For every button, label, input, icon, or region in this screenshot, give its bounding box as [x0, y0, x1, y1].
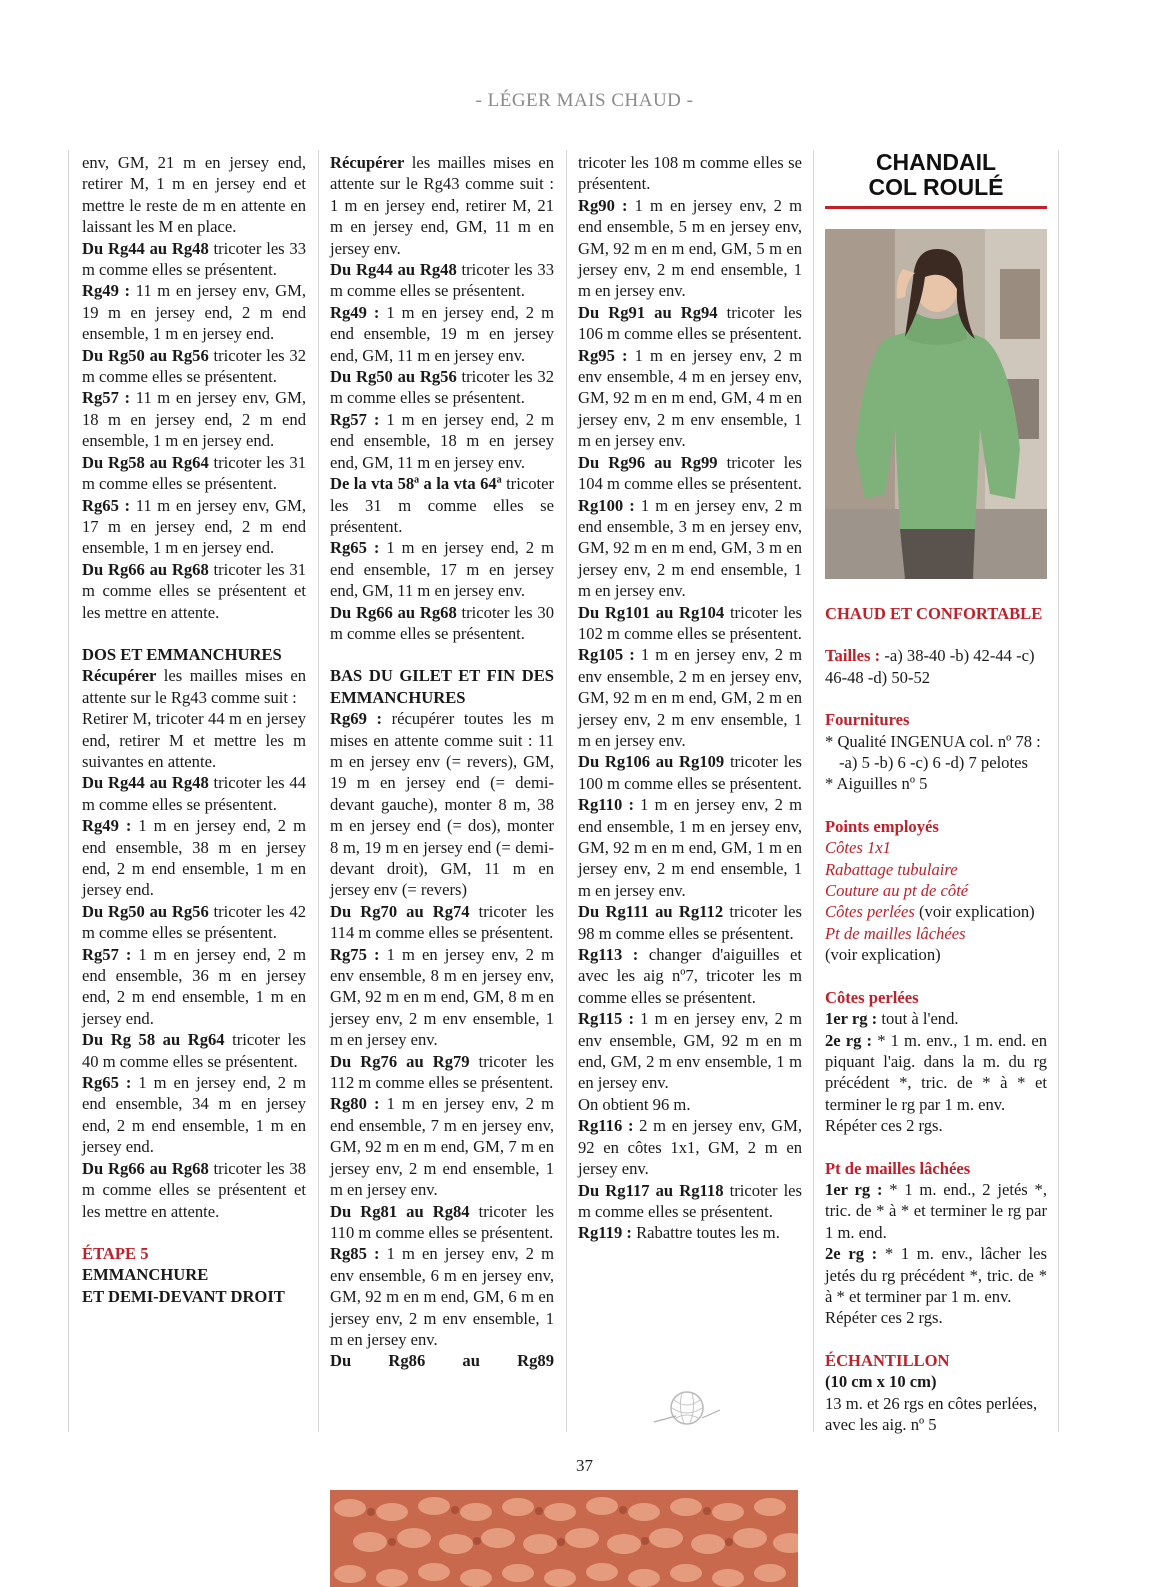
paragraph: Du Rg106 au Rg109 tricoter les 100 m comme elles se présentent.: [578, 752, 803, 793]
paragraph: Rg57 : 1 m en jersey end, 2 m end ensemble, 18 m en jersey end, GM, 11 m en jersey env.: [330, 409, 554, 472]
paragraph: Rg65 : 1 m en jersey end, 2 m end ensemble, 34 m en jersey end, 2 m end ensemble, 1 m en jersey end.: [82, 1073, 306, 1157]
paragraph: Rg90 : 1 m en jersey env, 2 m end ensemble, 5 m en jersey env, GM, 92 m en m end, GM, 5 m en jersey env, 2 m end ensemble, 1 m en jersey env.: [578, 195, 802, 301]
yarn-ball-icon: [652, 1388, 722, 1428]
paragraph: De la vta 58ª a la vta 64ª tricoter les 31 m comme elles se présentent.: [330, 474, 554, 536]
paragraph: Du Rg117 au Rg118 tricoter les m comme elles se présentent.: [578, 1180, 803, 1221]
column-3: [578, 152, 802, 1244]
paragraph: Rg119 : Rabattre toutes les m.: [578, 1223, 780, 1243]
paragraph: Rg105 : 1 m en jersey env, 2 m env ensemble, 2 m en jersey env, GM, 92 m en m end, GM, 2 m en jersey env, 2 m env ensemble, 1 m en jersey env.: [578, 645, 802, 750]
paragraph: Rg65 : 1 m en jersey end, 2 m end ensemble, 17 m en jersey end, GM, 11 m en jersey env.: [330, 538, 554, 601]
section-heading-bas: BAS DU GILET ET FIN DES EMMANCHURES: [330, 666, 554, 707]
paragraph: Rg49 : 1 m en jersey end, 2 m end ensemble, 19 m en jersey end, GM, 11 m en jersey env.: [330, 302, 554, 365]
paragraph: Du Rg111 au Rg112 tricoter les 98 m comme elles se présentent.: [578, 902, 802, 943]
paragraph: Rg69 : récupérer toutes les m mises en attente comme suit : 11 m en jersey env (= revers), GM, 19 m en jersey end (= demi-devant gauche), monter 8 m, 38 m en jersey end (= dos), monter 8 m, 19 m en jersey end (= demi-devant droit), GM, 11 m en jersey env (= revers): [330, 709, 554, 900]
paragraph: Rg80 : 1 m en jersey env, 2 m end ensemble, 7 m en jersey env, GM, 92 m en m end, GM, 7 m en jersey env, 2 m end ensemble, 1 m en jersey env.: [330, 1094, 554, 1200]
paragraph: Du Rg70 au Rg74 tricoter les 114 m comme elles se présentent.: [330, 901, 555, 943]
paragraph: Récupérer les mailles mises en attente sur le Rg43 comme suit : 1 m en jersey end, retirer M, 21 m en jersey end, GM, 11 m en jersey env.: [330, 153, 554, 258]
column-4-sidebar: [825, 149, 1047, 1435]
etape-subheading: ET DEMI-DEVANT DROIT: [82, 1286, 285, 1306]
paragraph: Du Rg101 au Rg104 tricoter les 102 m comme elles se présentent.: [578, 602, 803, 643]
paragraph: Du Rg96 au Rg99 tricoter les 104 m comme elles se présentent.: [578, 452, 803, 494]
column-divider: [813, 150, 814, 1432]
echantillon-label: ÉCHANTILLON: [825, 1350, 950, 1370]
paragraph: 1er rg : * 1 m. end., 2 jetés *, tric. de * à * et terminer le rg par 1 m. end.: [825, 1179, 1047, 1242]
column-divider: [68, 150, 69, 1432]
paragraph: Du Rg 58 au Rg64 tricoter les 40 m comme elles se présentent.: [82, 1030, 306, 1071]
section-heading-dos: DOS ET EMMANCHURES: [82, 644, 282, 664]
paragraph: 1er rg : tout à l'end.: [825, 1009, 959, 1029]
page-number: 37: [576, 1456, 593, 1475]
paragraph: Du Rg44 au Rg48 tricoter les 33 m comme elles se présentent.: [82, 238, 306, 280]
paragraph: Du Rg66 au Rg68 tricoter les 31 m comme elles se présentent et les mettre en attente.: [82, 559, 306, 622]
paragraph: tricoter les 108 m comme elles se présentent.: [578, 153, 802, 194]
paragraph: Rg85 : 1 m en jersey env, 2 m env ensemble, 6 m en jersey env, GM, 92 m en m end, GM, 6 m en jersey env, 2 m env ensemble, 1 m en jersey env.: [330, 1244, 554, 1349]
paragraph: Rg95 : 1 m en jersey env, 2 m env ensemble, 4 m en jersey env, GM, 92 m en m end, GM, 4 m en jersey env, 2 m env ensemble, 1 m en jersey env.: [578, 345, 802, 451]
title-rule: [825, 206, 1047, 209]
echantillon-size: (10 cm x 10 cm): [825, 1372, 937, 1392]
paragraph: Retirer M, tricoter 44 m en jersey end, retirer M et mettre les m suivantes en attente.: [82, 709, 306, 771]
paragraph: Du Rg58 au Rg64 tricoter les 31 m comme elles se présentent.: [82, 452, 306, 494]
paragraph: 13 m. et 26 rgs en côtes perlées, avec les aig. nº 5: [825, 1393, 1038, 1434]
mailles-lachees-label: Pt de mailles lâchées: [825, 1158, 971, 1178]
list-item: * Qualité INGENUA col. nº 78 : -a) 5 -b) 6 -c) 6 -d) 7 pelotes: [825, 731, 1041, 773]
paragraph: On obtient 96 m.: [578, 1094, 691, 1114]
paragraph: Du Rg44 au Rg48 tricoter les 44 m comme elles se présentent.: [82, 773, 306, 814]
paragraph: Rg115 : 1 m en jersey env, 2 m env ensemble, GM, 92 m en m end, GM, 2 m env ensemble, 1 m en jersey env.: [578, 1009, 802, 1093]
paragraph: Du Rg86 au Rg89: [330, 1351, 554, 1371]
list-item: Côtes perlées: [825, 902, 915, 922]
running-title: - LÉGER MAIS CHAUD -: [475, 90, 694, 111]
column-divider: [1058, 150, 1059, 1432]
paragraph: Du Rg66 au Rg68 tricoter les 38 m comme elles se présentent et les mettre en attente.: [82, 1158, 306, 1221]
paragraph: Du Rg76 au Rg79 tricoter les 112 m comme elles se présentent.: [330, 1051, 555, 1093]
paragraph: Du Rg44 au Rg48 tricoter les 33 m comme elles se présentent.: [330, 260, 554, 301]
paragraph: env, GM, 21 m en jersey end, retirer M, 1 m en jersey end et mettre le reste de m en attente en laissant les M en place.: [82, 153, 306, 237]
paragraph: Du Rg81 au Rg84 tricoter les 110 m comme elles se présentent.: [330, 1201, 555, 1242]
paragraph: Rg49 : 1 m en jersey end, 2 m end ensemble, 38 m en jersey end, 2 m end ensemble, 1 m en jersey end.: [82, 816, 306, 900]
paragraph: Du Rg66 au Rg68 tricoter les 30 m comme elles se présentent.: [330, 602, 554, 643]
paragraph: Du Rg91 au Rg94 tricoter les 106 m comme elles se présentent.: [578, 302, 803, 344]
pattern-title-line: COL ROULÉ: [868, 174, 1004, 200]
paragraph: Répéter ces 2 rgs.: [825, 1308, 943, 1328]
pattern-title: [825, 150, 1047, 200]
paragraph: Du Rg50 au Rg56 tricoter les 32 m comme elles se présentent.: [330, 367, 554, 408]
paragraph: Rg49 : 11 m en jersey env, GM, 19 m en jersey end, 2 m end ensemble, 1 m en jersey end.: [82, 281, 306, 344]
etape-subheading: EMMANCHURE: [82, 1265, 209, 1285]
voir-note: (voir explication): [919, 902, 1035, 922]
voir-note: (voir explication): [825, 945, 941, 965]
paragraph: Rg116 : 2 m en jersey env, GM, 92 en côtes 1x1, GM, 2 m en jersey env.: [578, 1116, 802, 1179]
list-item: Couture au pt de côté: [825, 881, 969, 901]
paragraph: 2e rg : * 1 m. env., 1 m. end. en piquant l'aig. dans la m. du rg précédent *, tric. de * à * et terminer le rg par 1 m. env.: [825, 1030, 1047, 1114]
column-divider: [318, 150, 319, 1432]
column-divider: [566, 150, 567, 1432]
pattern-subtitle: CHAUD ET CONFORTABLE: [825, 604, 1043, 623]
paragraph: Récupérer les mailles mises en attente sur le Rg43 comme suit :: [82, 666, 306, 707]
paragraph: Rg110 : 1 m en jersey env, 2 m end ensemble, 1 m en jersey env, GM, 92 m en m end, GM, 1 m en jersey env, 2 m end ensemble, 1 m en jersey env.: [578, 795, 802, 900]
tailles-value: -a) 38-40 -b) 42-44 -c) 46-48 -d) 50-52: [825, 646, 1035, 687]
list-item: Côtes 1x1: [825, 838, 891, 858]
paragraph: Rg75 : 1 m en jersey env, 2 m env ensemble, 8 m en jersey env, GM, 92 m en m end, GM, 8 m en jersey env, 2 m env ensemble, 1 m en jersey env.: [330, 944, 554, 1050]
cotes-perlees-label: Côtes perlées: [825, 987, 919, 1007]
paragraph: Rg65 : 11 m en jersey env, GM, 17 m en jersey end, 2 m end ensemble, 1 m en jersey end.: [82, 495, 306, 558]
model-photo: [825, 229, 1047, 579]
paragraph: 2e rg : * 1 m. env., lâcher les jetés du rg précédent *, tric. de * à * et terminer par 1 m. env.: [825, 1244, 1047, 1306]
paragraph: Du Rg50 au Rg56 tricoter les 42 m comme elles se présentent.: [82, 901, 306, 943]
paragraph: Du Rg50 au Rg56 tricoter les 32 m comme elles se présentent.: [82, 345, 306, 387]
pattern-title-line: CHANDAIL: [875, 149, 997, 175]
list-item: Rabattage tubulaire: [825, 859, 958, 879]
knit-texture-image: [330, 1490, 798, 1587]
list-item: * Aiguilles nº 5: [825, 774, 928, 794]
column-1: [82, 152, 306, 1307]
tailles-label: Tailles :: [825, 646, 881, 666]
paragraph: Rg57 : 11 m en jersey env, GM, 18 m en jersey end, 2 m end ensemble, 1 m en jersey end.: [82, 388, 306, 451]
list-item: Pt de mailles lâchées: [825, 923, 966, 943]
paragraph: Rg100 : 1 m en jersey env, 2 m end ensemble, 3 m en jersey env, GM, 92 m en m end, GM, 3 m en jersey env, 2 m end ensemble, 1 m en jersey env.: [578, 495, 802, 601]
paragraph: Rg57 : 1 m en jersey end, 2 m end ensemble, 36 m en jersey end, 2 m end ensemble, 1 m en jersey end.: [82, 944, 306, 1028]
points-label: Points employés: [825, 816, 939, 836]
fournitures-label: Fournitures: [825, 710, 910, 730]
etape-heading: ÉTAPE 5: [82, 1243, 149, 1263]
paragraph: Rg113 : changer d'aiguilles et avec les aig nº7, tricoter les m comme elles se présentent.: [578, 945, 802, 1007]
column-2: [330, 152, 554, 1372]
paragraph: Répéter ces 2 rgs.: [825, 1116, 943, 1136]
